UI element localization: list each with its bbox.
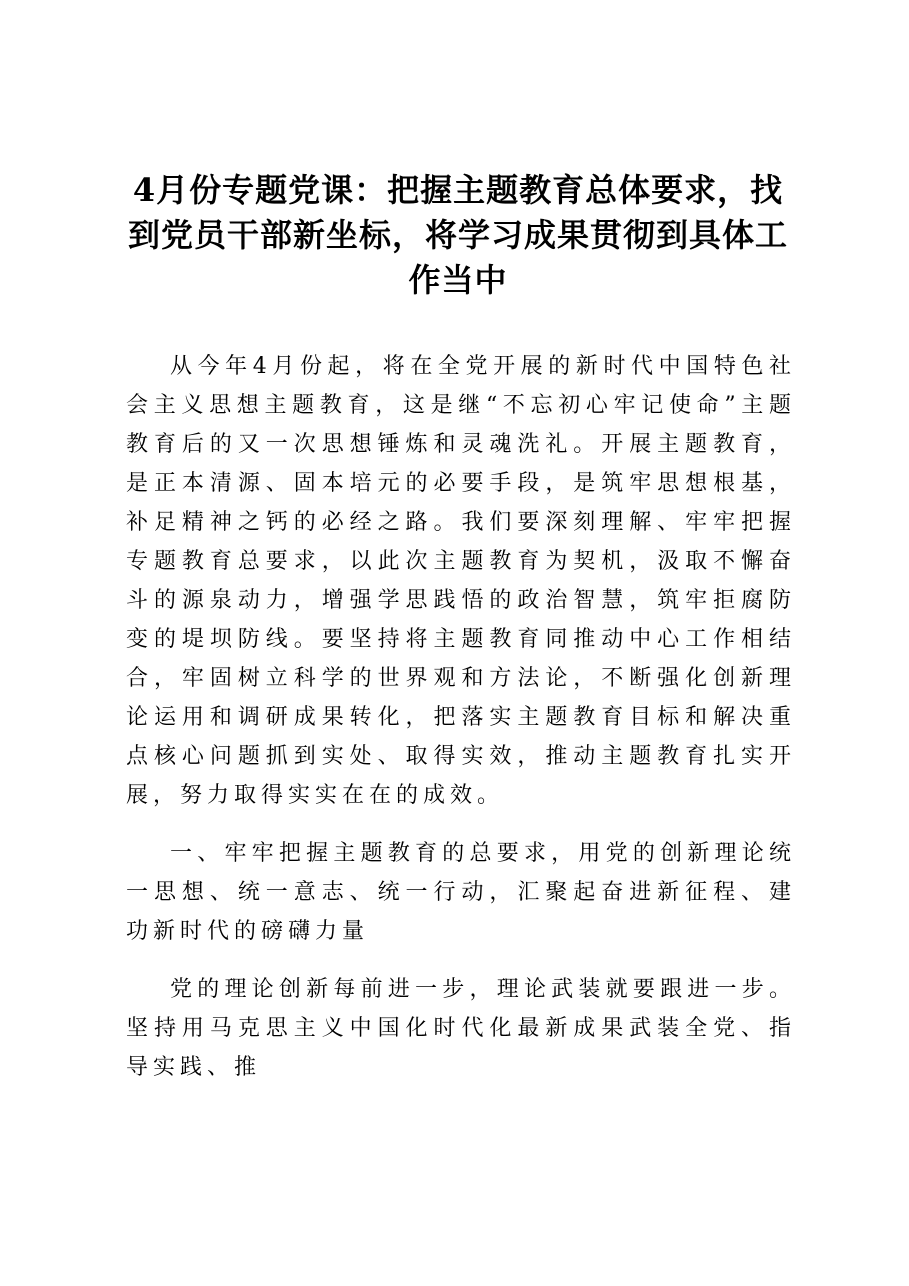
document-title: 4月份专题党课：把握主题教育总体要求，找到党员干部新坐标，将学习成果贯彻到具体工作当中 [127, 171, 788, 299]
paragraph-intro: 从今年4月份起，将在全党开展的新时代中国特色社会主义思想主题教育，这是继“不忘初心牢记使命”主题教育后的又一次思想锤炼和灵魂洗礼。开展主题教育，是正本清源、固本培元的必要手段，是筑牢思想根基，补足精神之钙的必经之路。我们要深刻理解、牢牢把握专题教育总要求，以此次主题教育为契机，汲取不懈奋斗的源泉动力，增强学思践悟的政治智慧，筑牢拒腐防变的堤坝防线。要坚持将主题教育同推动中心工作相结合，牢固树立科学的世界观和方法论，不断强化创新理论运用和调研成果转化，把落实主题教育目标和解决重点核心问题抓到实处、取得实效，推动主题教育扎实开展，努力取得实实在在的成效。 [126, 354, 796, 808]
paragraph-section-heading-1: 一、牢牢把握主题教育的总要求，用党的创新理论统一思想、统一意志、统一行动，汇聚起奋进新征程、建功新时代的磅礴力量 [126, 841, 796, 944]
paragraph-section-1-body: 党的理论创新每前进一步，理论武装就要跟进一步。坚持用马克思主义中国化时代化最新成果武装全党、指导实践、推 [126, 977, 796, 1080]
document-body [126, 347, 796, 1087]
